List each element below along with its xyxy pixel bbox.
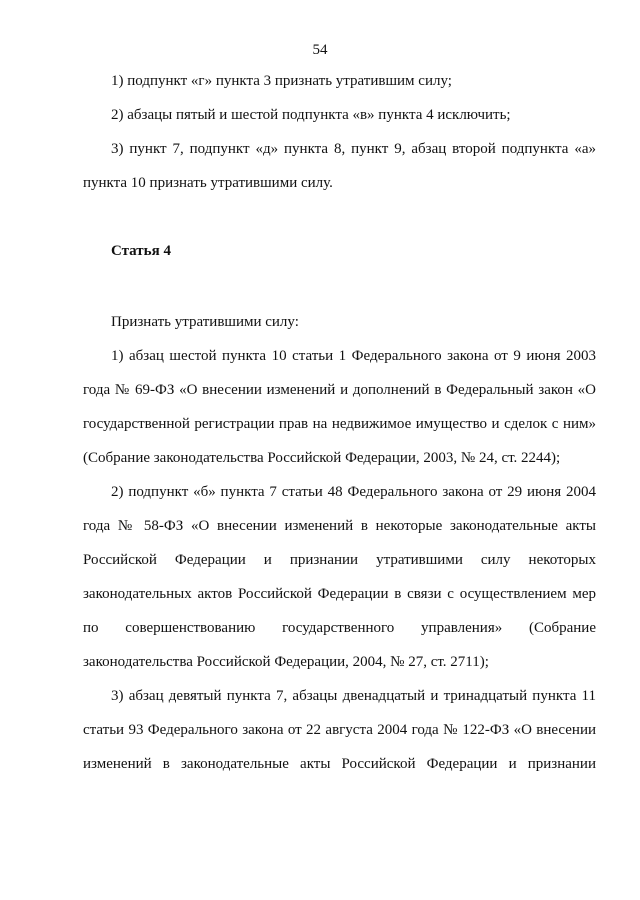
top-item-1: 1) подпункт «г» пункта 3 признать утратившим силу;	[111, 73, 452, 89]
article-item-1: 1) абзац шестой пункта 10 статьи 1 Федерального закона от 9 июня 2003 года № 69-ФЗ «О внесении изменений и дополнений в Федеральный закон «О государственной регистрации прав на недвижимое имущество и сделок с ним» (Собрание законодательства Российской Федерации, 2003, № 24, ст. 2244);	[83, 348, 596, 466]
spacer	[83, 200, 596, 234]
article-item-2: 2) подпункт «б» пункта 7 статьи 48 Федерального закона от 29 июня 2004 года № 58-ФЗ «О внесении изменений в некоторые законодательные акты Российской Федерации и признании утратившими силу некоторых законодательных актов Российской Федерации в связи с осуществлением мер по совершенствованию государственного управления» (Собрание законодательства Российской Федерации, 2004, № 27, ст. 2711);	[83, 484, 596, 670]
document-body	[83, 64, 596, 781]
article-heading: Статья 4	[111, 243, 171, 259]
article-item-3: 3) абзац девятый пункта 7, абзацы двенадцатый и тринадцатый пункта 11 статьи 93 Федерального закона от 22 августа 2004 года № 122-ФЗ «О внесении изменений в законодательные акты Российской Федерации и признании	[83, 688, 596, 772]
page-number: 54	[312, 42, 328, 58]
top-item-2: 2) абзацы пятый и шестой подпункта «в» пункта 4 исключить;	[111, 107, 511, 123]
top-item-3: 3) пункт 7, подпункт «д» пункта 8, пункт 9, абзац второй подпункта «а» пункта 10 признать утратившими силу.	[83, 141, 596, 191]
article-intro: Признать утратившими силу:	[111, 314, 299, 330]
spacer	[83, 268, 596, 305]
